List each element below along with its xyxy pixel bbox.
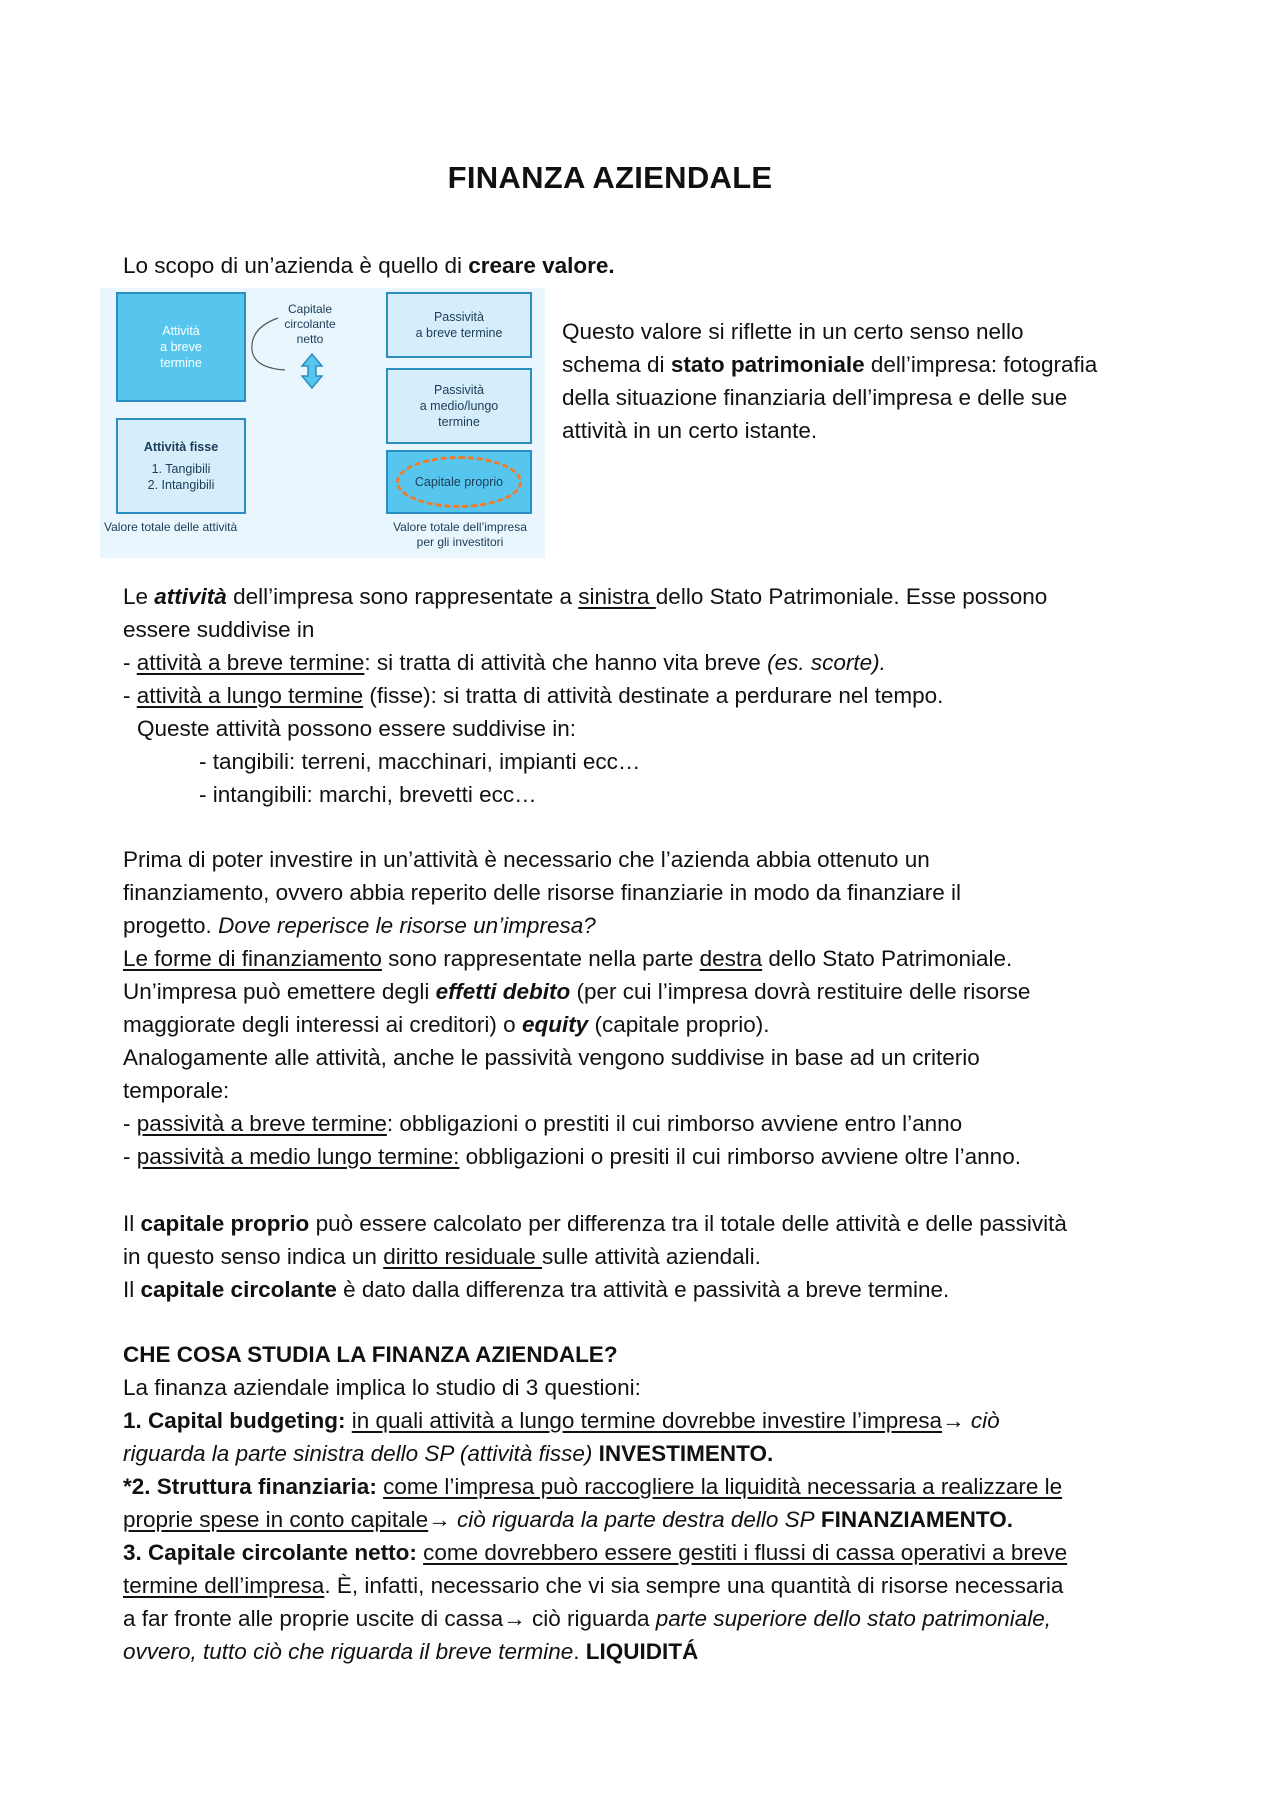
text-underline: passività a medio lungo termine: [136, 1144, 460, 1169]
arrow-icon: → [428, 1507, 451, 1532]
text-span: dell’impresa sono rappresentate a [226, 584, 579, 609]
text-span: : si tratta di attività che hanno vita breve [364, 650, 768, 675]
arrow-icon: → [942, 1408, 965, 1433]
working-capital-label [268, 302, 352, 347]
short-term-assets-line-2: a breve [160, 340, 202, 354]
text-line [123, 1207, 1183, 1240]
text-line [123, 1107, 1183, 1140]
question-3-line-3 [123, 1602, 1183, 1635]
text-line [123, 975, 1183, 1008]
intro-paragraph [123, 249, 1183, 282]
text-line [123, 646, 1183, 679]
fixed-assets-title: Attività fisse [143, 440, 219, 454]
text-line [123, 580, 1183, 613]
section-heading: CHE COSA STUDIA LA FINANZA AZIENDALE? [123, 1342, 618, 1367]
long-term-liabilities-box [386, 368, 532, 444]
text-line: La finanza aziendale implica lo studio di 3 questioni: [123, 1375, 641, 1400]
short-term-assets-line-1: Attività [162, 324, 200, 338]
intro-text: Lo scopo di un’azienda è quello di [123, 253, 469, 278]
side-text-bold: stato patrimoniale [670, 352, 865, 377]
text-span: obbligazioni o presiti il cui rimborso avviene oltre l’anno. [459, 1144, 1021, 1169]
text-span: - [123, 683, 137, 708]
text-span: sulle attività aziendali. [542, 1244, 761, 1269]
text-line [123, 1273, 1183, 1306]
text-italic: riguarda la parte sinistra dello SP (attività fisse) [123, 1441, 593, 1466]
page-title: FINANZA AZIENDALE [447, 160, 773, 195]
text-span: Il [123, 1211, 141, 1236]
text-span: . [573, 1639, 586, 1664]
finance-questions-section [123, 1338, 1183, 1668]
total-assets-label: Valore totale delle attività [104, 520, 238, 534]
equity-paragraph [123, 1207, 1183, 1306]
side-text-line: della situazione finanziaria dell’impresa e delle sue [562, 385, 1068, 410]
text-span: sono rappresentate nella parte [381, 946, 700, 971]
text-span: : obbligazioni o prestiti il cui rimborso avviene entro l’anno [386, 1111, 963, 1136]
question-3-line-1 [123, 1536, 1183, 1569]
equity-highlight-ellipse [396, 456, 522, 508]
fixed-assets-item-1: 1. Tangibili [151, 462, 211, 476]
text-bold-italic: attività [154, 584, 227, 609]
text-underline: attività a lungo termine [136, 683, 364, 708]
text-span: - [123, 1111, 137, 1136]
text-line [123, 909, 1183, 942]
text-span: dello Stato Patrimoniale. Esse possono [655, 584, 1048, 609]
question-2-label: . Struttura finanziaria: [144, 1474, 377, 1499]
text-span: è dato dalla differenza tra attività e passività a breve termine. [336, 1277, 950, 1302]
total-value-line-1: Valore totale dell’impresa [393, 520, 527, 534]
assets-paragraph [123, 580, 1183, 811]
question-2-line-2 [123, 1503, 1183, 1536]
question-2-number: *2 [123, 1474, 145, 1499]
text-italic: Dove reperisce le risorse un’impresa? [218, 913, 596, 938]
text-line [123, 942, 1183, 975]
text-underline: Le forme di finanziamento [123, 946, 382, 971]
text-bold-italic: equity [521, 1012, 589, 1037]
text-bold: INVESTIMENTO. [592, 1441, 774, 1466]
text-span: (per cui l’impresa dovrà restituire delle risorse [570, 979, 1031, 1004]
short-term-liabilities-line-1: Passività [433, 310, 484, 324]
long-term-liabilities-line-2: a medio/lungo [419, 399, 499, 413]
text-line [123, 679, 1183, 712]
short-term-liabilities-line-2: a breve termine [415, 326, 503, 340]
text-underline: in quali attività a lungo termine dovrebbe investire l’impresa [351, 1408, 943, 1433]
text-bold-italic: effetti debito [435, 979, 571, 1004]
text-line: temporale: [123, 1078, 230, 1103]
intro-bold: creare valore. [468, 253, 615, 278]
text-span: dello Stato Patrimoniale. [762, 946, 1013, 971]
text-bold: capitale proprio [140, 1211, 310, 1236]
text-span: in questo senso indica un [123, 1244, 384, 1269]
text-underline: destra [699, 946, 763, 971]
text-underline: passività a breve termine [136, 1111, 387, 1136]
text-span: Il [123, 1277, 141, 1302]
side-text-line [562, 348, 1182, 381]
text-bold: capitale circolante [140, 1277, 337, 1302]
balance-sheet-description [562, 315, 1182, 447]
text-underline: termine dell’impresa [123, 1573, 325, 1598]
text-span: - [123, 1144, 137, 1169]
financing-paragraph [123, 843, 1183, 1173]
arrow-icon: → [503, 1606, 526, 1631]
text-bold: FINANZIAMENTO. [814, 1507, 1013, 1532]
question-1-line-1 [123, 1404, 1183, 1437]
text-line [123, 1140, 1183, 1173]
text-line [123, 1008, 1183, 1041]
text-underline: proprie spese in conto capitale [123, 1507, 429, 1532]
text-line: essere suddivise in [123, 617, 315, 642]
text-span: maggiorate degli interessi ai creditori) o [123, 1012, 522, 1037]
text-line [123, 1240, 1183, 1273]
text-italic: (es. scorte). [767, 650, 886, 675]
text-span: (capitale proprio). [588, 1012, 770, 1037]
text-span: Un’impresa può emettere degli [123, 979, 436, 1004]
question-3-line-2 [123, 1569, 1183, 1602]
text-span: a far fronte alle proprie uscite di cassa [123, 1606, 504, 1631]
short-term-assets-box [116, 292, 246, 402]
text-italic: parte superiore dello stato patrimoniale, [655, 1606, 1052, 1631]
text-line: - intangibili: marchi, brevetti ecc… [199, 782, 537, 807]
balance-sheet-diagram [100, 288, 545, 558]
total-value-line-2: per gli investitori [416, 535, 504, 549]
text-line: Prima di poter investire in un’attività è necessario che l’azienda abbia ottenuto un [123, 847, 930, 872]
text-line: - tangibili: terreni, macchinari, impianti ecc… [199, 749, 641, 774]
text-underline: sinistra [578, 584, 656, 609]
side-text-span: schema di [562, 352, 671, 377]
total-value-label [380, 520, 540, 550]
side-text-line: attività in un certo istante. [562, 418, 818, 443]
text-span: progetto. [123, 913, 219, 938]
text-bold: LIQUIDITÁ [585, 1639, 699, 1664]
text-line: Analogamente alle attività, anche le passività vengono suddivise in base ad un criterio [123, 1045, 980, 1070]
text-span: può essere calcolato per differenza tra il totale delle attività e delle passività [309, 1211, 1067, 1236]
text-span: . È, infatti, necessario che vi sia sempre una quantità di risorse necessaria [324, 1573, 1064, 1598]
text-span: (fisse): si tratta di attività destinate a perdurare nel tempo. [363, 683, 944, 708]
working-capital-line-1: Capitale [287, 302, 333, 316]
equity-label: Capitale proprio [414, 475, 504, 489]
text-underline: attività a breve termine [136, 650, 365, 675]
fixed-assets-box [116, 418, 246, 514]
text-line: finanziamento, ovvero abbia reperito delle risorse finanziarie in modo da finanziare il [123, 880, 961, 905]
text-span: Le [123, 584, 155, 609]
long-term-liabilities-line-3: termine [438, 415, 480, 429]
question-1-label: 1. Capital budgeting: [123, 1408, 346, 1433]
side-text-line: Questo valore si riflette in un certo senso nello [562, 319, 1024, 344]
text-line: Queste attività possono essere suddivise in: [137, 716, 576, 741]
question-3-line-4 [123, 1635, 1183, 1668]
short-term-liabilities-box [386, 292, 532, 358]
side-text-span: dell’impresa: fotografia [864, 352, 1098, 377]
fixed-assets-item-2: 2. Intangibili [147, 478, 215, 492]
working-capital-line-2: circolante [284, 317, 336, 331]
text-italic: ciò riguarda la parte destra dello SP [450, 1507, 815, 1532]
text-italic: ciò [964, 1408, 1000, 1433]
question-1-line-2 [123, 1437, 1183, 1470]
text-underline: come dovrebbero essere gestiti i flussi di cassa operativi a breve [423, 1540, 1068, 1565]
question-2-line-1 [123, 1470, 1183, 1503]
text-span: ciò riguarda [525, 1606, 656, 1631]
working-capital-line-3: netto [296, 332, 324, 346]
text-underline: come l’impresa può raccogliere la liquidità necessaria a realizzare le [383, 1474, 1063, 1499]
short-term-assets-line-3: termine [160, 356, 202, 370]
text-span: - [123, 650, 137, 675]
question-3-label: 3. Capitale circolante netto: [123, 1540, 417, 1565]
long-term-liabilities-line-1: Passività [433, 383, 485, 397]
text-italic: ovvero, tutto ciò che riguarda il breve termine [123, 1639, 574, 1664]
text-underline: diritto residuale [383, 1244, 543, 1269]
